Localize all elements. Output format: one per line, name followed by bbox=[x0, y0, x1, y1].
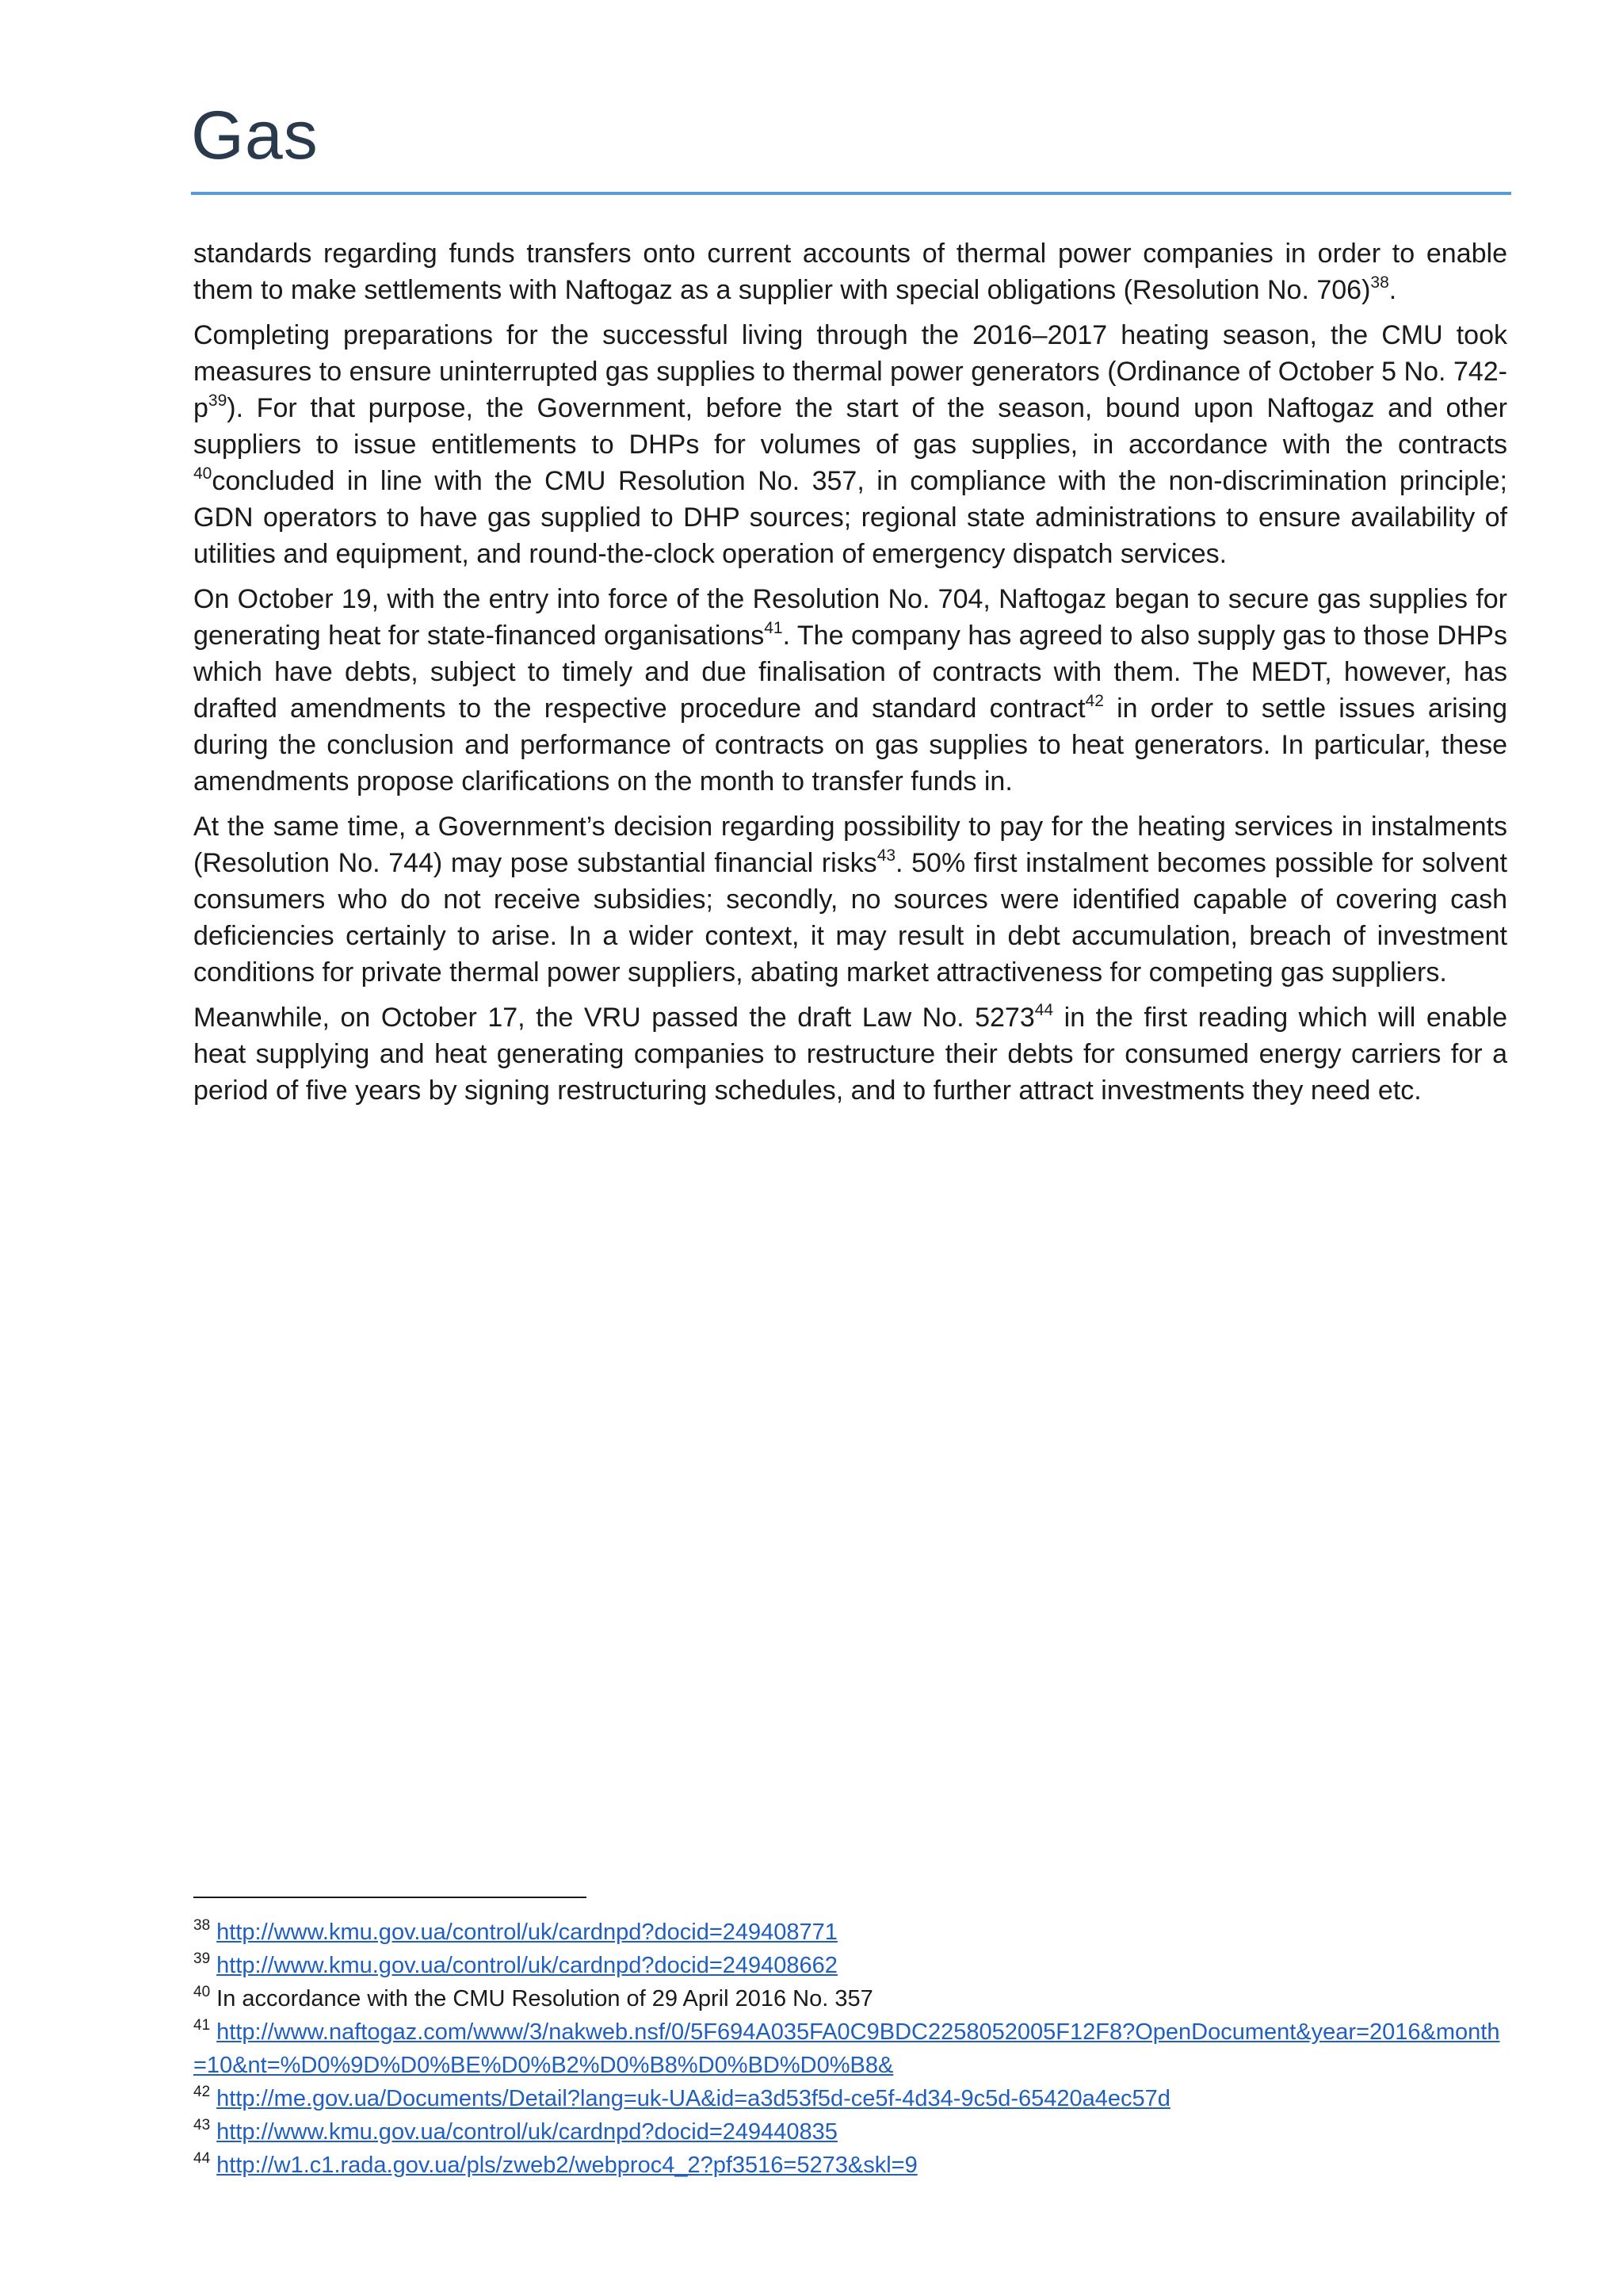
footnote-ref[interactable]: 38 bbox=[1370, 273, 1389, 292]
text-run: concluded in line with the CMU Resolution No. 357, in compliance with the non-discrimination principle; GDN operators to have gas supplied to DHP sources; regional state administrations to ensure availability of utilities and equipment, and round-the-clock operation of emergency dispatch services. bbox=[193, 466, 1507, 569]
footnote-number: 42 bbox=[193, 2084, 211, 2100]
footnote-number: 39 bbox=[193, 1950, 211, 1967]
paragraph bbox=[193, 581, 1507, 800]
footnote-ref[interactable]: 43 bbox=[876, 846, 896, 865]
footnote-number: 43 bbox=[193, 2117, 211, 2134]
paragraph bbox=[193, 317, 1507, 572]
text-run: At the same time, a Government’s decision regarding possibility to pay for the heating services in instalments (Resolution No. 744) may pose substantial financial risks bbox=[193, 812, 1507, 878]
text-run: Completing preparations for the successful living through the 2016–2017 heating season, the CMU took measures to ensure uninterrupted gas supplies to thermal power generators (Ordinance of October 5 No. 742-p bbox=[193, 320, 1507, 423]
footnote-link[interactable]: http://me.gov.ua/Documents/Detail?lang=uk-UA&id=a3d53f5d-ce5f-4d34-9c5d-65420a4ec57d bbox=[216, 2086, 1170, 2111]
footnote-link[interactable]: http://w1.c1.rada.gov.ua/pls/zweb2/webproc4_2?pf3516=5273&skl=9 bbox=[216, 2153, 918, 2178]
footnote-ref[interactable]: 40 bbox=[193, 464, 212, 483]
text-run: On October 19, with the entry into force of the Resolution No. 704, Naftogaz began to secure gas supplies for generating heat for state-financed organisations bbox=[193, 584, 1507, 651]
text-run: ). For that purpose, the Government, before the start of the season, bound upon Naftogaz and other suppliers to issue entitlements to DHPs for volumes of gas supplies, in accordance with the contracts bbox=[193, 393, 1507, 460]
footnote-number: 44 bbox=[193, 2150, 211, 2167]
footnote-40 bbox=[193, 1982, 1509, 2015]
footnote-41 bbox=[193, 2015, 1509, 2082]
footnote-ref[interactable]: 41 bbox=[764, 619, 783, 637]
footnote-link[interactable]: http://www.naftogaz.com/www/3/nakweb.nsf/0/5F694A035FA0C9BDC2258052005F12F8?OpenDocument&year=2016&month=10&nt=%D0%9D%D0%BE%D0%B2%D0%B8%D0%BD%D0%B8& bbox=[193, 2019, 1500, 2078]
footnote-39 bbox=[193, 1949, 1509, 1982]
footnote-ref[interactable]: 44 bbox=[1034, 1001, 1054, 1019]
footnote-link[interactable]: http://www.kmu.gov.ua/control/uk/cardnpd?docid=249408662 bbox=[216, 1953, 838, 1978]
footnote-43 bbox=[193, 2115, 1509, 2149]
text-run: . 50% first instalment becomes possible for solvent consumers who do not receive subsidies; secondly, no sources were identified capable of covering cash deficiencies certainly to arise. In a wider context, it may result in debt accumulation, breach of investment conditions for private thermal power suppliers, abating market attractiveness for competing gas suppliers. bbox=[193, 848, 1507, 988]
footnote-link[interactable]: http://www.kmu.gov.ua/control/uk/cardnpd?docid=249408771 bbox=[216, 1920, 838, 1945]
text-run: in the first reading which will enable heat supplying and heat generating companies to restructure their debts for consumed energy carriers for a period of five years by signing restructuring schedules, and to further attract investments they need etc. bbox=[193, 1003, 1507, 1106]
text-run: in order to settle issues arising during the conclusion and performance of contracts on gas supplies to heat generators. In particular, these amendments propose clarifications on the month to transfer funds in. bbox=[193, 693, 1507, 797]
footnote-number: 38 bbox=[193, 1917, 211, 1934]
text-run: . bbox=[1388, 275, 1397, 305]
page-title: Gas bbox=[191, 97, 319, 174]
footnote-ref[interactable]: 42 bbox=[1085, 692, 1104, 710]
footnote-link[interactable]: http://www.kmu.gov.ua/control/uk/cardnpd?docid=249440835 bbox=[216, 2119, 838, 2145]
footnote-38 bbox=[193, 1916, 1509, 1949]
footnote-ref[interactable]: 39 bbox=[208, 392, 227, 410]
footnote-number: 41 bbox=[193, 2017, 211, 2034]
text-run: Meanwhile, on October 17, the VRU passed the draft Law No. 5273 bbox=[193, 1003, 1035, 1033]
paragraph bbox=[193, 808, 1507, 991]
body-text bbox=[193, 235, 1507, 1117]
footnote-number: 40 bbox=[193, 1984, 211, 2000]
paragraph bbox=[193, 999, 1507, 1109]
text-run: . The company has agreed to also supply gas to those DHPs which have debts, subject to timely and due finalisation of contracts with them. The MEDT, however, has drafted amendments to the respective procedure and standard contract bbox=[193, 621, 1507, 724]
title-underline bbox=[191, 192, 1511, 195]
footnote-separator bbox=[193, 1897, 586, 1898]
footnotes bbox=[193, 1916, 1509, 2182]
paragraph bbox=[193, 235, 1507, 308]
footnote-44 bbox=[193, 2149, 1509, 2182]
footnote-42 bbox=[193, 2082, 1509, 2115]
text-run: standards regarding funds transfers onto current accounts of thermal power companies in order to enable them to make settlements with Naftogaz as a supplier with special obligations (Resolution No. 706) bbox=[193, 239, 1507, 305]
footnote-text: In accordance with the CMU Resolution of 29 April 2016 No. 357 bbox=[216, 1986, 873, 2011]
